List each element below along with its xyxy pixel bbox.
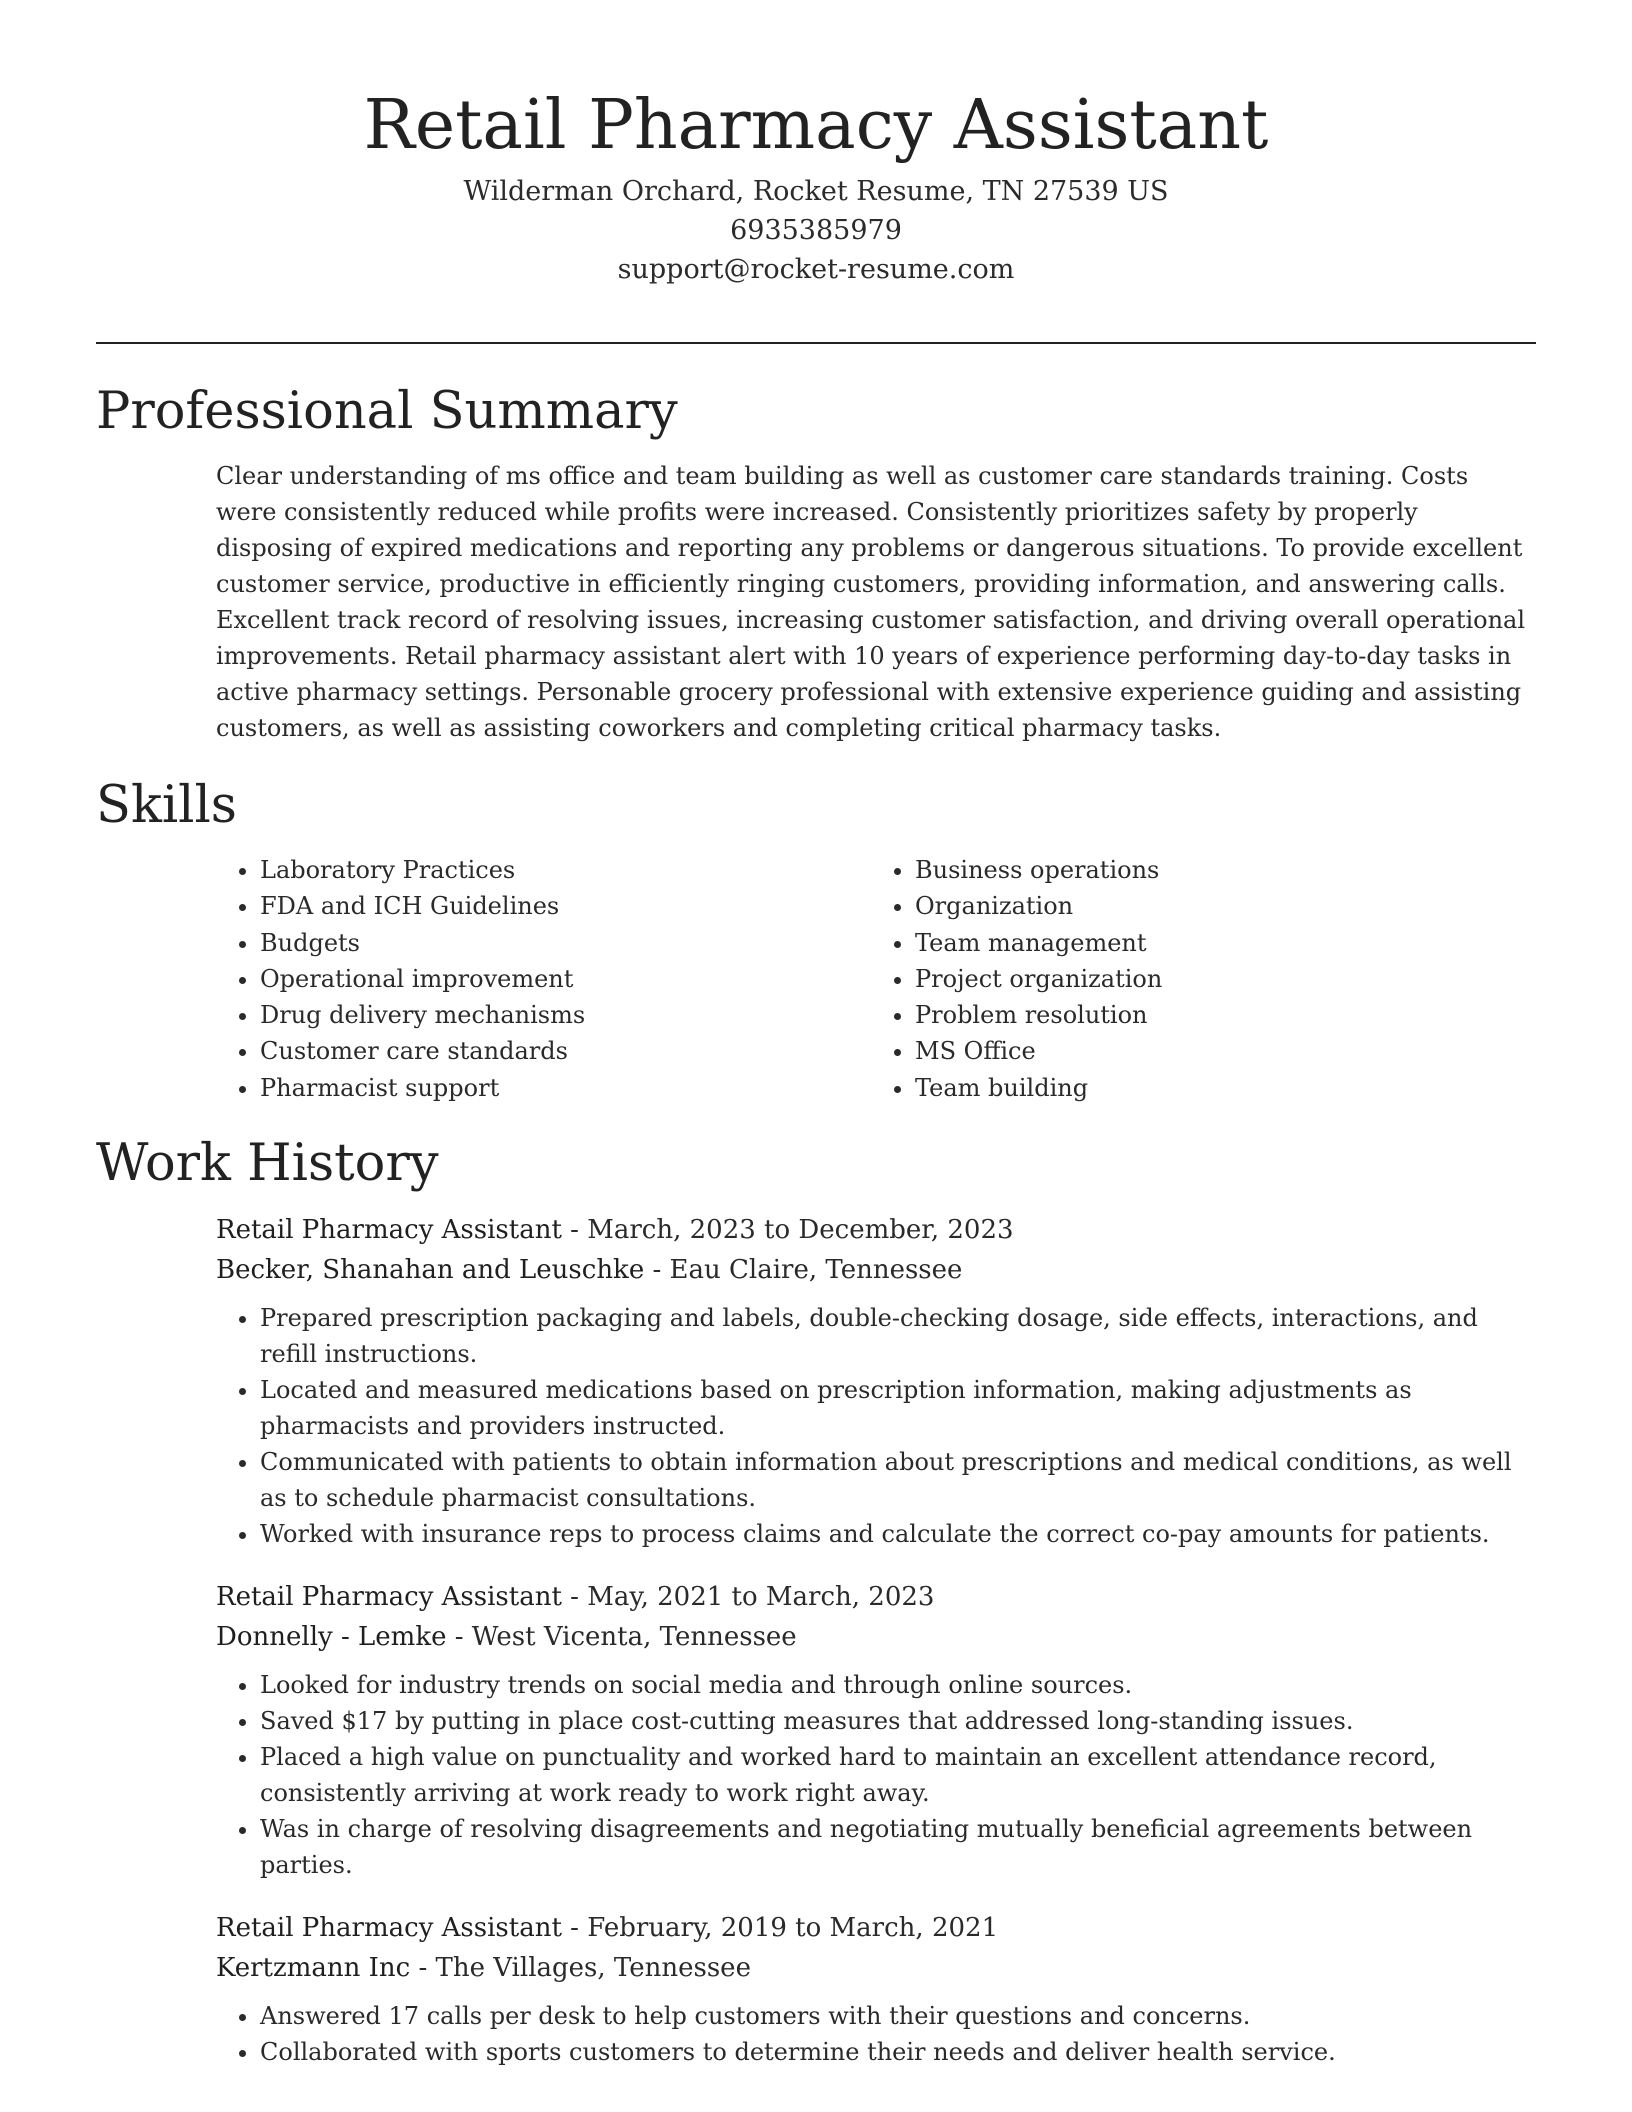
job-entry <box>216 1908 1526 2070</box>
skill-item: • FDA and ICH Guidelines <box>260 888 871 924</box>
skills-columns <box>216 852 1526 1106</box>
skill-item: • Customer care standards <box>260 1033 871 1069</box>
job-location: - Eau Claire, Tennessee <box>644 1255 963 1285</box>
job-bullets <box>216 1667 1526 1883</box>
job-bullet: • Communicated with patients to obtain information about prescriptions and medical conditions, as well as to schedule pharmacist consultations. <box>260 1444 1526 1516</box>
job-bullets <box>216 1300 1526 1552</box>
job-title-line <box>216 1908 1526 1948</box>
summary-title: Professional Summary <box>96 382 678 441</box>
contact-address: Wilderman Orchard, Rocket Resume, TN 27539 US <box>463 176 1169 207</box>
job-bullet: • Collaborated with sports customers to determine their needs and deliver health service. <box>260 2034 1526 2070</box>
job-bullets <box>216 1998 1526 2070</box>
skill-item: • Team building <box>915 1070 1526 1106</box>
job-company: Becker, Shanahan and Leuschke <box>216 1255 645 1285</box>
job-entry <box>216 1577 1526 1883</box>
candidate-name: Retail Pharmacy Assistant <box>363 86 1269 165</box>
summary-body <box>216 458 1526 746</box>
job-title: Retail Pharmacy Assistant <box>216 1913 562 1943</box>
work-history-body <box>216 1210 1526 2070</box>
job-location: - The Villages, Tennessee <box>410 1953 751 1983</box>
skill-item: • Organization <box>915 888 1526 924</box>
header-divider <box>96 342 1536 344</box>
job-company: Donnelly - Lemke <box>216 1622 447 1652</box>
skill-item: • Team management <box>915 925 1526 961</box>
skill-item: • Laboratory Practices <box>260 852 871 888</box>
job-dates: - May, 2021 to March, 2023 <box>561 1582 935 1612</box>
job-bullet: • Located and measured medications based on prescription information, making adjustments as pharmacists and providers instructed. <box>260 1372 1526 1444</box>
job-company: Kertzmann Inc <box>216 1953 411 1983</box>
job-bullet: • Placed a high value on punctuality and worked hard to maintain an excellent attendance record, consistently arriving at work ready to work right away. <box>260 1739 1526 1811</box>
job-location: - West Vicenta, Tennessee <box>446 1622 797 1652</box>
skill-item: • Drug delivery mechanisms <box>260 997 871 1033</box>
skills-left-column <box>216 852 871 1106</box>
resume-header <box>96 80 1536 289</box>
skill-item: • Project organization <box>915 961 1526 997</box>
work-history-section <box>96 1132 1536 2095</box>
skill-item: • Problem resolution <box>915 997 1526 1033</box>
job-title: Retail Pharmacy Assistant <box>216 1582 562 1612</box>
job-title-line <box>216 1577 1526 1617</box>
job-title: Retail Pharmacy Assistant <box>216 1215 562 1245</box>
job-bullet: • Was in charge of resolving disagreements and negotiating mutually beneficial agreements between parties. <box>260 1811 1526 1883</box>
summary-section <box>96 380 1536 746</box>
job-company-line <box>216 1617 1526 1657</box>
contact-phone: 6935385979 <box>730 215 902 246</box>
job-title-line <box>216 1210 1526 1250</box>
skill-item: • MS Office <box>915 1033 1526 1069</box>
job-company-line <box>216 1948 1526 1988</box>
job-dates: - March, 2023 to December, 2023 <box>561 1215 1014 1245</box>
job-bullet: • Prepared prescription packaging and labels, double-checking dosage, side effects, interactions, and refill instructions. <box>260 1300 1526 1372</box>
job-bullet: • Answered 17 calls per desk to help customers with their questions and concerns. <box>260 1998 1526 2034</box>
job-dates: - February, 2019 to March, 2021 <box>561 1913 999 1943</box>
contact-email: support@rocket-resume.com <box>617 254 1015 285</box>
skill-item: • Pharmacist support <box>260 1070 871 1106</box>
skills-right-column <box>871 852 1526 1106</box>
job-bullet: • Looked for industry trends on social media and through online sources. <box>260 1667 1526 1703</box>
job-entry <box>216 1210 1526 1552</box>
job-company-line <box>216 1250 1526 1290</box>
skill-item: • Budgets <box>260 925 871 961</box>
skill-item: • Business operations <box>915 852 1526 888</box>
skill-item: • Operational improvement <box>260 961 871 997</box>
skills-title: Skills <box>96 776 237 835</box>
job-bullet: • Saved $17 by putting in place cost-cutting measures that addressed long-standing issues. <box>260 1703 1526 1739</box>
work-history-title: Work History <box>96 1134 439 1193</box>
skills-section <box>96 774 1536 1106</box>
summary-text: Clear understanding of ms office and team building as well as customer care standards training. Costs were consistently reduced while profits were increased. Consistently prioritizes safety by properly disposing of expired medications and reporting any problems or dangerous situations. To provide excellent customer service, productive in efficiently ringing customers, providing information, and answering calls. Excellent track record of resolving issues, increasing customer satisfaction, and driving overall operational improvements. Retail pharmacy assistant alert with 10 years of experience performing day-to-day tasks in active pharmacy settings. Personable grocery professional with extensive experience guiding and assisting customers, as well as assisting coworkers and completing critical pharmacy tasks. <box>216 462 1526 742</box>
contact-info <box>96 172 1536 289</box>
job-bullet: • Worked with insurance reps to process claims and calculate the correct co-pay amounts for patients. <box>260 1516 1526 1552</box>
